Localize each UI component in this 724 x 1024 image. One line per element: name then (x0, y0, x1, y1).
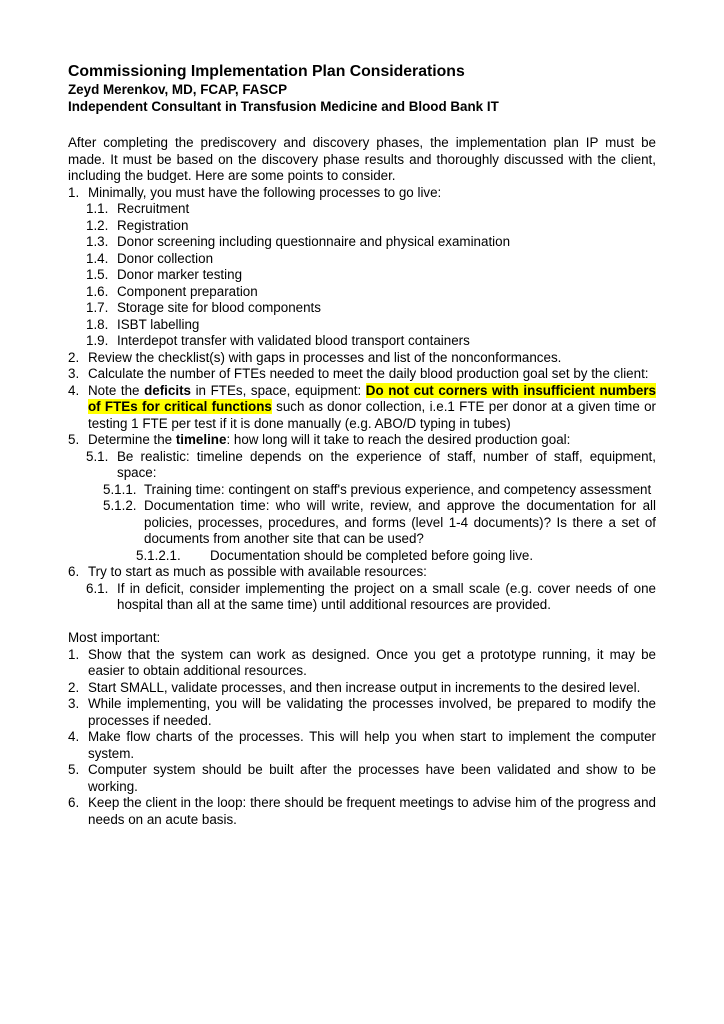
list-item-text: Try to start as much as possible with available resources: (88, 564, 427, 579)
list-item-number: 1.9. (86, 333, 109, 348)
list-item-text: Calculate the number of FTEs needed to meet the daily blood production goal set by the client: (88, 366, 649, 381)
most-important-list (68, 647, 656, 829)
list-item-number: 1.4. (86, 250, 109, 266)
list-item-number: 1.6. (86, 283, 109, 299)
list-item-text: Start SMALL, validate processes, and then increase output in increments to the desired level. (88, 679, 641, 695)
list-item-text: Be realistic: timeline depends on the experience of staff, number of staff, equipment, space: (117, 448, 656, 480)
list-item (68, 333, 656, 350)
list-item-number: 1. (68, 184, 80, 200)
list-item-number: 3. (68, 696, 80, 711)
list-item-text: Documentation time: who will write, review, and approve the documentation for all policies, processes, procedures, and forms (level 1-4 documents)? Is there a set of documents from another site that can be used? (144, 498, 656, 546)
list-item-number: 5.1.2.1. (136, 547, 181, 563)
list-item-text: Minimally, you must have the following processes to go live: (88, 184, 442, 200)
list-item-number: 1.7. (86, 300, 109, 315)
list-item-text: Recruitment (117, 201, 190, 216)
spacer (68, 614, 656, 631)
list-item (68, 498, 656, 548)
list-item-text: While implementing, you will be validating the processes involved, be prepared to modify the processes if needed. (88, 696, 656, 728)
implementation-list (68, 185, 656, 614)
list-item-text: Make flow charts of the processes. This will help you when start to implement the computer system. (88, 729, 656, 761)
list-item-text: Donor collection (117, 250, 214, 266)
list-item-text: Computer system should be built after the processes have been validated and show to be working. (88, 762, 656, 794)
list-item-text: Determine the timeline: how long will it take to reach the desired production goal: (88, 432, 571, 447)
list-item (68, 795, 656, 828)
list-item (68, 696, 656, 729)
list-item (68, 201, 656, 218)
list-item-text: Documentation should be completed before going live. (210, 547, 534, 563)
list-item-number: 1.5. (86, 267, 109, 282)
list-item-number: 2. (68, 679, 80, 695)
list-item-number: 4. (68, 382, 80, 398)
list-item-text: Interdepot transfer with validated blood transport containers (117, 333, 470, 348)
list-item-number: 1.8. (86, 316, 109, 332)
list-item (68, 185, 656, 202)
intro-paragraph: After completing the prediscovery and discovery phases, the implementation plan IP must be made. It must be based on the discovery phase results and thoroughly discussed with the client, including the budget. Here are some points to consider. (68, 135, 656, 183)
list-item-text: Training time: contingent on staff's previous experience, and competency assessment (144, 481, 652, 497)
list-item (68, 267, 656, 284)
list-item-number: 1.3. (86, 234, 109, 249)
most-important-heading: Most important: (68, 630, 161, 645)
list-item-number: 1.1. (86, 201, 109, 216)
list-item (68, 317, 656, 334)
list-item (68, 482, 656, 499)
list-item-number: 6. (68, 795, 80, 810)
list-item (68, 234, 656, 251)
list-item-text: Component preparation (117, 283, 258, 299)
list-item-text: Storage site for blood components (117, 300, 321, 315)
list-item (68, 300, 656, 317)
document-header (68, 62, 656, 115)
list-item-text: Show that the system can work as designed. Once you get a prototype running, it may be easier to obtain additional resources. (88, 646, 656, 678)
list-item-text: Donor marker testing (117, 267, 243, 282)
list-item (68, 581, 656, 614)
list-item-number: 5. (68, 762, 80, 777)
list-item (68, 548, 656, 565)
list-item-text: ISBT labelling (117, 316, 200, 332)
list-item-text: Keep the client in the loop: there should be frequent meetings to advise him of the progress and needs on an acute basis. (88, 795, 656, 827)
list-item (68, 432, 656, 449)
list-item (68, 680, 656, 697)
list-item-number: 4. (68, 729, 80, 744)
list-item-number: 5.1.2. (103, 498, 137, 513)
list-item (68, 284, 656, 301)
list-item-text: Review the checklist(s) with gaps in processes and list of the nonconformances. (88, 349, 562, 365)
list-item (68, 729, 656, 762)
list-item (68, 350, 656, 367)
list-item (68, 383, 656, 433)
list-item-number: 3. (68, 366, 80, 381)
list-item-text: Note the deficits in FTEs, space, equipment: Do not cut corners with insufficient numbers of FTEs for critical functions such as donor collection, i.e.1 FTE per donor at a given time or testing 1 FTE per test if it is done manually (e.g. ABO/D typing in tubes) (88, 382, 656, 431)
list-item-number: 6.1. (86, 580, 109, 596)
list-item-text: Donor screening including questionnaire and physical examination (117, 234, 511, 249)
list-item (68, 251, 656, 268)
list-item (68, 564, 656, 581)
list-item-number: 5. (68, 432, 80, 447)
author-role: Independent Consultant in Transfusion Medicine and Blood Bank IT (68, 98, 499, 114)
list-item-text: If in deficit, consider implementing the project on a small scale (e.g. cover needs of one hospital than all at the same time) until additional resources are provided. (117, 580, 656, 612)
list-item-number: 1. (68, 646, 80, 662)
list-item (68, 366, 656, 383)
list-item-text: Registration (117, 217, 189, 233)
list-item (68, 218, 656, 235)
list-item (68, 762, 656, 795)
list-item-number: 5.1. (86, 448, 109, 464)
list-item (68, 647, 656, 680)
list-item-number: 5.1.1. (103, 481, 137, 497)
author-name: Zeyd Merenkov, MD, FCAP, FASCP (68, 82, 288, 97)
list-item-number: 2. (68, 349, 80, 365)
list-item-number: 6. (68, 564, 80, 579)
list-item (68, 449, 656, 482)
list-item-number: 1.2. (86, 217, 109, 233)
document-title: Commissioning Implementation Plan Considerations (68, 63, 465, 80)
